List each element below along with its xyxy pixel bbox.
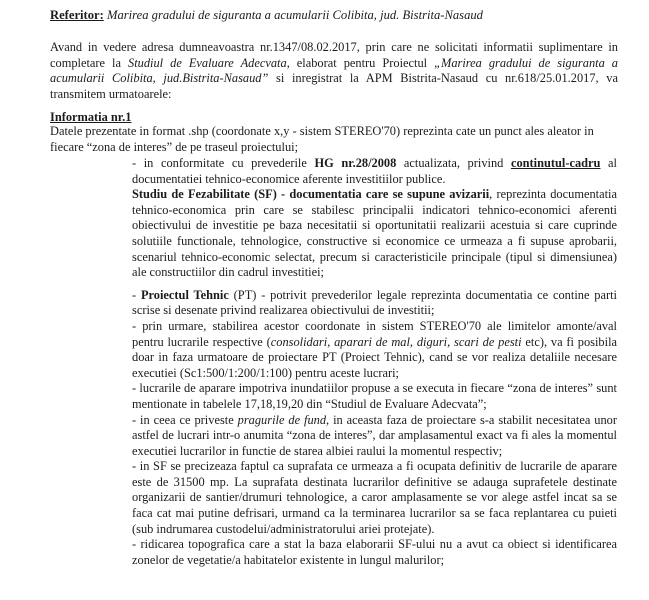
sf-text: , reprezinta documentatia tehnico-economica prin care se stabilesc principalii indicatori tehnico-economici aferenti obiectivului de investitie pe baza necesitatii si oportunitatii realizarii acestuia si care cuprinde solutiile functionale, tehnologice, constructive si economice ce urmeaza a fi supuse aprobarii, scenariul tehnico-economic selectat, precum si caracteristicile principale (tipul si dimensiunea) ale constructiilor din cadrul investitiei; [132,187,617,280]
item-italic: pragurile de fund [237,412,327,427]
list-item: - ridicarea topografica care a stat la baza elaborarii SF-ului nu a avut ca obiect si identificarea zonelor de vegetatie/a habitatelor existente in lungul malurilor; [132,537,617,567]
item-text: - prin urmare, stabilirea acestor coordonate in sistem STEREO'70 ale limitelor amonte/aval pentru lucrarile respective ( [132,318,617,349]
item-text: , in aceasta faza de proiectare s-a stabilit necesitatea unor astfel de lucrari intr-o anumita “zona de interes”, dar amplasamentul exact va fi ales la momentul executiei lucrarilor in functie de starea albiei raului la momentul respectiv; [132,412,617,458]
section-title: Informatia nr.1 [50,110,132,124]
item-text: - in ceea ce priveste [132,412,238,427]
subject-line [50,8,618,24]
list-item: - in SF se precizeaza faptul ca suprafata ce urmeaza a fi ocupata definitiv de lucrarile de aparare este de 31500 mp. La suprafata destinata lucrarilor definitive se adauga suprafetele destinate organizarii de santier/drumuri tehnologice, a caror amplasamente se vor alege astfel incat sa se faca cat mai putine defrisari, urmand ca la terminarea lucrarilor sa se faca replantarea cu puieti (sub indrumarea custodelui/administratorului ariei protejate). [132,459,617,536]
item-highlight: continutul-cadru [510,156,601,170]
item-text: actualizata, privind [396,156,511,170]
subject-text: Marirea gradului de siguranta a acumularii Colibita, jud. Bistrita-Nasaud [103,8,483,22]
intro-text-1: Avand in vedere adresa dumneavoastra nr.1347/08.02.2017, prin care ne solicitati informatii suplimentare in completare la [50,40,618,70]
intro-text-3: si inregistrat la APM Bistrita-Nasaud cu nr.618/25.01.2017, va transmitem urmatoarele: [50,71,619,101]
list-item-sf [132,187,617,281]
list-item [132,413,617,460]
item-highlight: HG nr.28/2008 [314,156,397,170]
list-item: - lucrarile de aparare impotriva inundatiilor propuse a se executa in fiecare “zona de interes” sunt mentionate in tabelele 17,18,19,20 din “Studiul de Evaluare Adecvata”; [132,381,617,411]
item-italic: consolidari, aparari de mal, diguri, scari de pesti [270,334,522,349]
intro-study-name: Studiul de Evaluare Adecvata [128,55,287,70]
sf-title: Studiu de Fezabilitate (SF) - documentatia care se supune avizarii [132,187,490,202]
item-text: - [132,287,141,302]
list-item [132,319,617,381]
item-text: etc), va fi posibila doar in faza urmatoare de proiectare PT (Proiect Tehnic), cand se vor realiza detaliile necesare executiei (Sc1:500/1:200/1:100) pentru aceste lucrari; [132,334,618,380]
subject-label: Referitor: [50,8,104,22]
pt-title: Proiectul Tehnic [140,287,229,302]
item-text: (PT) - potrivit prevederilor legale reprezinta documentatia ce contine parti scrise si desenate privind realizarea obiectivului de investitii; [132,287,617,318]
intro-text-2: , elaborat pentru Proiectul [286,55,435,70]
item-text: - in conformitate cu prevederile [132,156,315,170]
item-text: al documentatiei tehnico-economice aferente investitiilor publice. [132,156,617,186]
list-item-pt [132,288,617,319]
item-list [132,156,617,568]
section-lead: Datele prezentate in format .shp (coordonate x,y - sistem STEREO'70) reprezinta cate un punct ales aleator in fiecare “zona de interes” de pe traseul proiectului; [50,124,594,154]
intro-project-name: „Marirea gradului de siguranta a acumularii Colibita, jud.Bistrita-Nasaud” [50,55,618,86]
intro-paragraph [50,40,618,102]
list-item [132,156,617,187]
